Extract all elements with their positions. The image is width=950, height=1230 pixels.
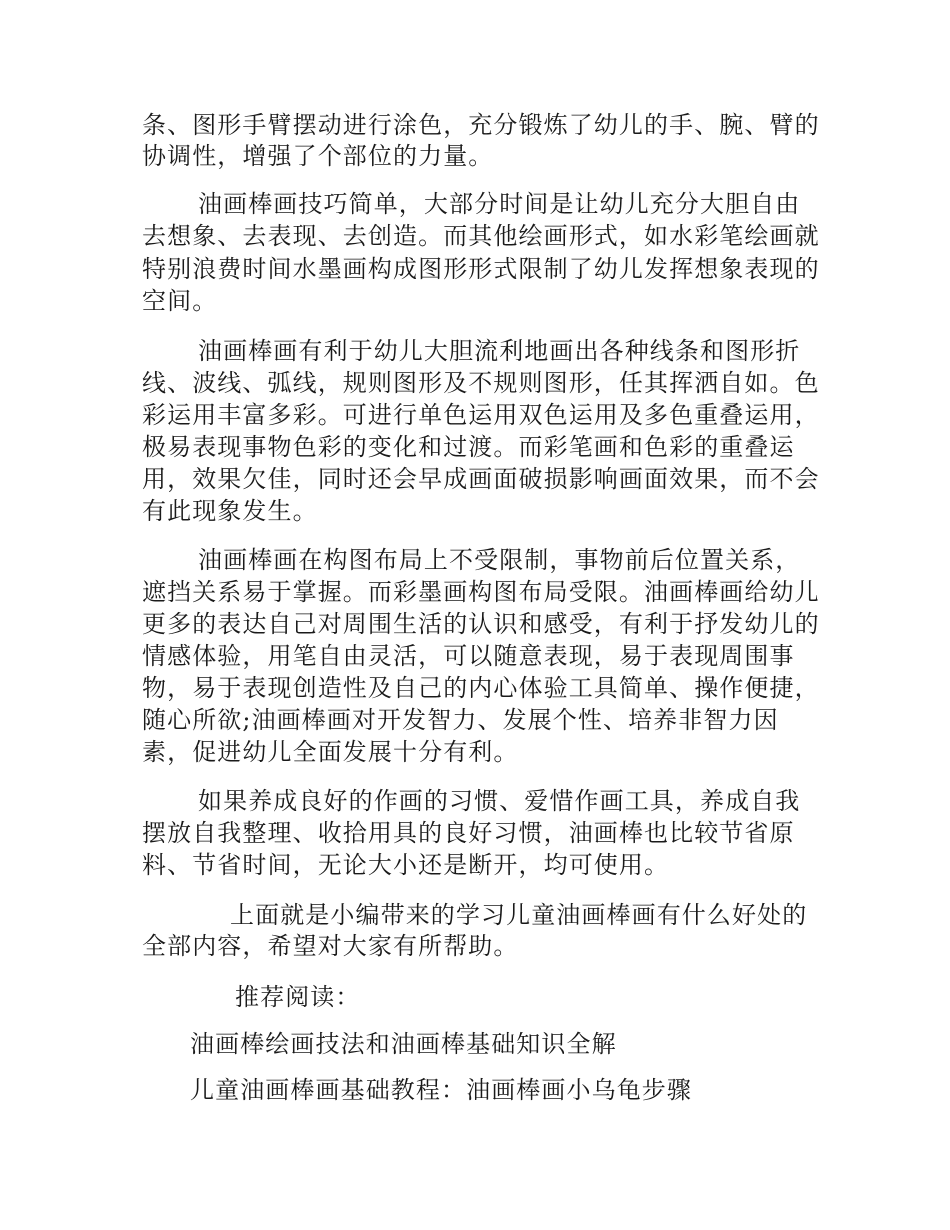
paragraph-line: 空间。 [142, 287, 218, 315]
paragraph-line: 油画棒画在构图布局上不受限制，事物前后位置关系， [198, 546, 801, 574]
paragraph-line: 摆放自我整理、收拾用具的良好习惯，油画棒也比较节省原 [142, 819, 795, 847]
paragraph-line: 全部内容，希望对大家有所帮助。 [142, 932, 519, 960]
paragraph-line: 条、图形手臂摆动进行涂色，充分锻炼了幼儿的手、腕、臂的 [142, 111, 820, 139]
paragraph-line: 去想象、去表现、去创造。而其他绘画形式，如水彩笔绘画就 [142, 222, 820, 250]
paragraph-line: 线、波线、弧线，规则图形及不规则图形，任其挥洒自如。色 [142, 369, 820, 397]
paragraph-line: 随心所欲;油画棒画对开发智力、发展个性、培养非智力因 [142, 706, 779, 734]
paragraph-line: 有此现象发生。 [142, 497, 318, 525]
paragraph-line: 料、节省时间，无论大小还是断开，均可使用。 [142, 851, 670, 879]
paragraph-line: 油画棒画技巧简单，大部分时间是让幼儿充分大胆自由 [198, 190, 801, 218]
paragraph-line: 用，效果欠佳，同时还会早成画面破损影响画面效果，而不会 [142, 465, 820, 493]
paragraph-line: 遮挡关系易于掌握。而彩墨画构图布局受限。油画棒画给幼儿 [142, 578, 820, 606]
related-article-link[interactable]: 儿童油画棒画基础教程：油画棒画小乌龟步骤 [190, 1076, 692, 1104]
paragraph-line: 素，促进幼儿全面发展十分有利。 [142, 738, 519, 766]
paragraph-line: 协调性，增强了个部位的力量。 [142, 142, 494, 170]
paragraph-line: 如果养成良好的作画的习惯、爱惜作画工具，养成自我 [198, 787, 801, 815]
related-article-link[interactable]: 油画棒绘画技法和油画棒基础知识全解 [190, 1030, 617, 1058]
paragraph-line: 物，易于表现创造性及自己的内心体验工具简单、操作便捷， [142, 674, 820, 702]
paragraph-line: 情感体验，用笔自由灵活，可以随意表现，易于表现周围事 [142, 642, 795, 670]
paragraph-line: 油画棒画有利于幼儿大胆流利地画出各种线条和图形折 [198, 337, 801, 365]
paragraph-line: 更多的表达自己对周围生活的认识和感受，有利于抒发幼儿的 [142, 610, 820, 638]
paragraph-line: 极易表现事物色彩的变化和过渡。而彩笔画和色彩的重叠运 [142, 433, 795, 461]
paragraph-line: 上面就是小编带来的学习儿童油画棒画有什么好处的 [230, 901, 808, 929]
paragraph-line: 彩运用丰富多彩。可进行单色运用双色运用及多色重叠运用， [142, 401, 820, 429]
paragraph-line: 特别浪费时间水墨画构成图形形式限制了幼儿发挥想象表现的 [142, 255, 820, 283]
recommend-reading-label: 推荐阅读： [235, 983, 361, 1011]
